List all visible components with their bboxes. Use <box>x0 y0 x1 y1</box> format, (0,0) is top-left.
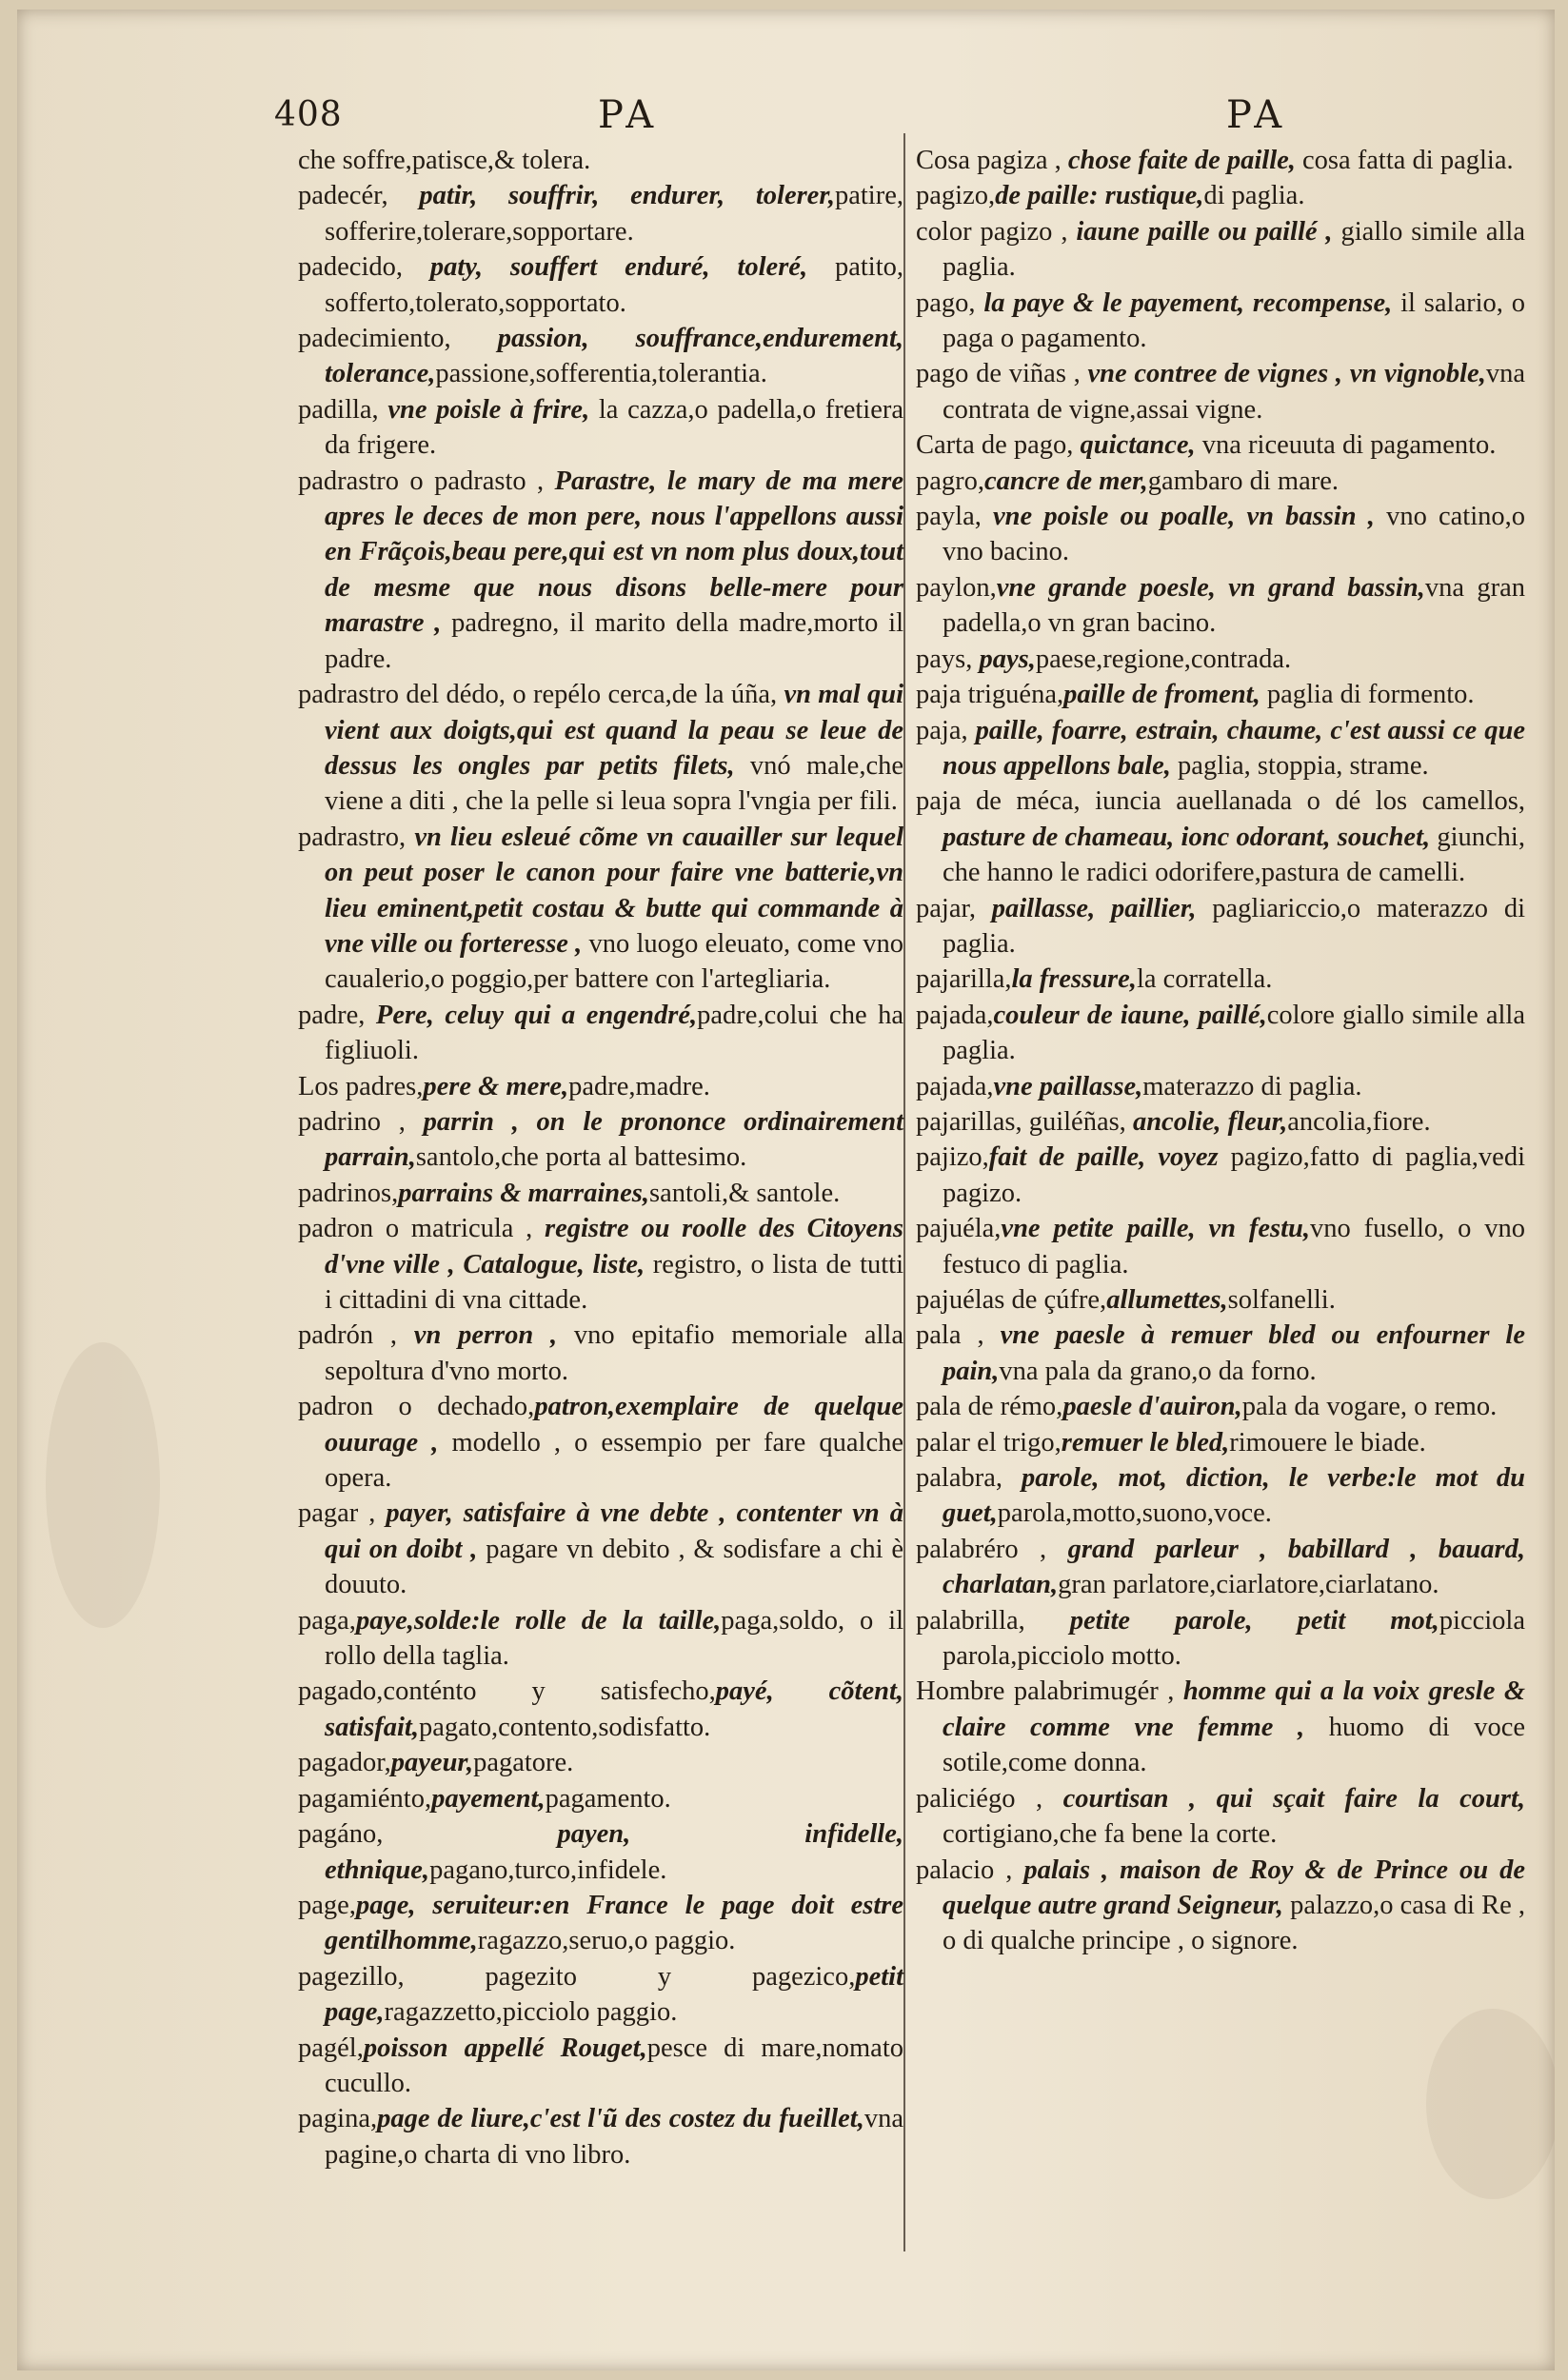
dictionary-entry <box>298 1496 903 1602</box>
headword: palabra, <box>916 1463 1022 1494</box>
italian-gloss: pagano,turco,infidele. <box>429 1854 667 1885</box>
french-gloss: palais , maison de Roy & de Prince ou de quelque autre grand Seigneur, <box>943 1854 1525 1920</box>
french-gloss: vne poisle ou poalle, vn bassin , <box>993 502 1375 532</box>
dictionary-entry <box>916 1425 1525 1460</box>
dictionary-entry <box>916 1069 1525 1104</box>
dictionary-entry <box>298 1781 903 1816</box>
french-gloss: vne poisle à frire, <box>387 394 590 425</box>
dictionary-entry <box>916 642 1525 677</box>
headword: pagro, <box>916 466 985 496</box>
italian-gloss: pagato,contento,sodisfatto. <box>418 1712 711 1742</box>
dictionary-entry <box>916 1460 1525 1532</box>
headword: paja, <box>916 715 976 745</box>
headword: pajarilla, <box>916 964 1012 995</box>
dictionary-entry <box>298 1674 903 1745</box>
dictionary-entry <box>298 1888 903 1959</box>
french-gloss: paille de froment, <box>1063 680 1260 710</box>
column-divider <box>903 133 905 2251</box>
headword: padron o matricula , <box>298 1214 545 1244</box>
french-gloss: la fressure, <box>1011 964 1137 995</box>
dictionary-entry <box>298 1104 903 1176</box>
french-gloss: paye,solde:le rolle de la taille, <box>355 1605 722 1636</box>
right-column <box>916 143 1525 1959</box>
italian-gloss: huomo di voce sotile,come donna. <box>943 1712 1525 1778</box>
headword: pagezillo, pagezito y pagezico, <box>298 1961 856 1992</box>
dictionary-page <box>17 10 1555 2370</box>
dictionary-entry <box>298 249 903 321</box>
french-gloss: pasture de chameau, ionc odorant, souchet, <box>943 822 1431 852</box>
italian-gloss: di paglia. <box>1203 181 1305 211</box>
dictionary-entry <box>298 1211 903 1318</box>
italian-gloss: padre,colui che ha figliuoli. <box>325 1000 903 1066</box>
italian-gloss: paglia di formento. <box>1260 680 1475 710</box>
italian-gloss: patire, sofferire,tolerare,sopportare. <box>325 181 903 247</box>
italian-gloss: pagizo,fatto di paglia,vedi pagizo. <box>943 1142 1525 1208</box>
headword: palacio , <box>916 1854 1024 1885</box>
french-gloss: petit page, <box>325 1961 903 2028</box>
headword: padecér, <box>298 181 420 211</box>
italian-gloss: il salario, o paga o pagamento. <box>943 288 1525 354</box>
italian-gloss: vno luogo eleuato, come vno caualerio,o poggio,per battere con l'artegliaria. <box>325 928 903 995</box>
italian-gloss: palazzo,o casa di Re , o di qualche principe , o signore. <box>943 1890 1525 1956</box>
headword: pago de viñas , <box>916 359 1088 389</box>
dictionary-entry <box>298 1603 903 1675</box>
headword: padron o dechado, <box>298 1392 535 1422</box>
headword: palabréro , <box>916 1534 1068 1564</box>
italian-gloss: cosa fatta di paglia. <box>1295 146 1514 175</box>
french-gloss: pere & mere, <box>423 1071 569 1101</box>
headword: Carta de pago, <box>916 430 1081 461</box>
italian-gloss: colore giallo simile alla paglia. <box>943 1000 1525 1066</box>
french-gloss: paty, souffert enduré, toleré, <box>429 252 808 283</box>
french-gloss: grand parleur , babillard , bauard, charlatan, <box>943 1534 1525 1600</box>
french-gloss: page, seruiteur:en France le page doit estre gentilhomme, <box>325 1890 903 1956</box>
headword: pala de rémo, <box>916 1392 1063 1422</box>
italian-gloss: giallo simile alla paglia. <box>943 216 1525 283</box>
italian-gloss: pagare vn debito , & sodisfare a chi è douuto. <box>325 1534 903 1600</box>
italian-gloss: registro, o lista de tutti i cittadini di vna cittade. <box>325 1249 903 1315</box>
dictionary-entry <box>916 962 1525 997</box>
french-gloss: iaune paille ou paillé , <box>1076 216 1333 247</box>
italian-gloss: ragazzo,seruo,o paggio. <box>477 1926 736 1956</box>
dictionary-entry <box>916 464 1525 499</box>
headword: padrinos, <box>298 1178 399 1208</box>
french-gloss: vn mal qui vient aux doigts,qui est quand la peau se leue de dessus les ongles par petits filets, <box>325 680 903 781</box>
headword: pagáno, <box>298 1819 558 1850</box>
dictionary-entry <box>916 1104 1525 1140</box>
headword: payla, <box>916 502 994 532</box>
headword: paga, <box>298 1605 356 1636</box>
italian-gloss: modello , o essempio per fare qualche opera. <box>325 1427 903 1494</box>
italian-gloss: vno epitafio memoriale alla sepoltura d'vno morto. <box>325 1320 903 1386</box>
french-gloss: courtisan , qui sçait faire la court, <box>1062 1783 1525 1814</box>
headword: pagél, <box>298 2033 364 2063</box>
dictionary-entry <box>916 1532 1525 1603</box>
dictionary-entry <box>916 499 1525 570</box>
italian-gloss: paglia, stoppia, strame. <box>1170 750 1429 781</box>
italian-gloss: pagliariccio,o materazzo di paglia. <box>943 893 1525 959</box>
italian-gloss: parola,motto,suono,voce. <box>997 1498 1272 1529</box>
headword: padrón , <box>298 1320 414 1351</box>
headword: pala , <box>916 1320 1001 1351</box>
italian-gloss: picciola parola,picciolo motto. <box>943 1605 1525 1672</box>
headword: paja triguéna, <box>916 680 1064 710</box>
headword: pajuélas de çúfre, <box>916 1285 1107 1315</box>
headword: pagador, <box>298 1748 391 1778</box>
french-gloss: patron,exemplaire de quelque ouurage , <box>325 1392 903 1458</box>
french-gloss: paille, foarre, estrain, chaume, c'est aussi ce que nous appellons bale, <box>943 715 1526 781</box>
italian-gloss: pesce di mare,nomato cucullo. <box>325 2033 904 2098</box>
dictionary-entry <box>298 1318 903 1389</box>
italian-gloss: che soffre,patisce,& tolera. <box>298 146 591 175</box>
italian-gloss: pagatore. <box>473 1748 574 1778</box>
headword: pagina, <box>298 2104 378 2134</box>
dictionary-entry <box>916 427 1525 463</box>
italian-gloss: rimouere le biade. <box>1229 1427 1426 1458</box>
headword: pajada, <box>916 1000 994 1030</box>
french-gloss: registre ou roolle des Citoyens d'vne ville , Catalogue, liste, <box>325 1214 903 1279</box>
french-gloss: homme qui a la voix gresle & claire comme vne femme , <box>943 1676 1525 1742</box>
french-gloss: vne grande poesle, vn grand bassin, <box>996 572 1425 603</box>
dictionary-entry <box>916 1318 1525 1389</box>
french-gloss: parrains & marraines, <box>398 1178 649 1208</box>
italian-gloss: vna riceuuta di pagamento. <box>1195 430 1497 461</box>
headword: pajuéla, <box>916 1214 1002 1244</box>
italian-gloss: vnó male,che viene a diti , che la pelle si leua sopra l'vngia per fili. <box>325 750 904 817</box>
dictionary-entry <box>916 356 1525 427</box>
headword: paja de méca, iuncia auellanada o dé los camellos, <box>916 786 1525 817</box>
dictionary-entry <box>916 783 1525 890</box>
french-gloss: allumettes, <box>1106 1285 1228 1315</box>
headword: pajada, <box>916 1071 994 1101</box>
italian-gloss: vno catino,o vno bacino. <box>943 502 1526 567</box>
headword: padrastro del dédo, o repélo cerca,de la úña, <box>298 680 784 710</box>
headword: pays, <box>916 644 980 674</box>
paper-stain <box>46 1342 160 1628</box>
headword: padecimiento, <box>298 324 498 354</box>
dictionary-entry <box>298 1176 903 1211</box>
italian-gloss: santolo,che porta al battesimo. <box>415 1142 747 1173</box>
headword: color pagizo , <box>916 216 1077 247</box>
headword: pagamiénto, <box>298 1783 432 1814</box>
dictionary-entry <box>298 143 903 178</box>
dictionary-entry <box>298 178 903 249</box>
french-gloss: payé, cõtent, satisfait, <box>325 1676 903 1742</box>
french-gloss: page de liure,c'est l'ũ des costez du fueillet, <box>377 2104 864 2134</box>
french-gloss: passion, souffrance,endurement, tolerance, <box>325 324 903 389</box>
headword: pajar, <box>916 893 992 923</box>
french-gloss: chose faite de paille, <box>1067 146 1296 175</box>
italian-gloss: vna gran padella,o vn gran bacino. <box>943 572 1525 639</box>
headword: padilla, <box>298 394 388 425</box>
italian-gloss: padre,madre. <box>568 1071 710 1101</box>
french-gloss: vne contree de vignes , vn vignoble, <box>1087 359 1486 389</box>
italian-gloss: pala da vogare, o remo. <box>1241 1392 1498 1422</box>
headword: paliciégo , <box>916 1783 1063 1814</box>
dictionary-entry <box>916 1211 1525 1282</box>
left-column <box>298 143 903 2172</box>
dictionary-entry <box>916 998 1525 1069</box>
headword: Cosa pagiza , <box>916 146 1068 175</box>
italian-gloss: ancolia,fiore. <box>1287 1106 1431 1137</box>
french-gloss: parole, mot, diction, le verbe:le mot du guet, <box>943 1463 1525 1529</box>
french-gloss: vn perron , <box>413 1320 558 1351</box>
dictionary-entry <box>916 1781 1525 1853</box>
headword: palar el trigo, <box>916 1427 1062 1458</box>
dictionary-entry <box>298 2101 903 2172</box>
dictionary-entry <box>916 1282 1525 1318</box>
dictionary-entry <box>298 998 903 1069</box>
french-gloss: vn lieu esleué cõme vn cauailler sur lequel on peut poser le canon pour faire vne batterie,vn lieu eminent,petit costau & butte qui commande à vne ville ou forteresse , <box>325 822 903 959</box>
dictionary-entry <box>298 2031 903 2102</box>
italian-gloss: la cazza,o padella,o fretiera da frigere. <box>325 394 904 461</box>
headword: padrastro, <box>298 822 415 852</box>
headword: pagizo, <box>916 181 996 211</box>
dictionary-entry <box>298 820 903 998</box>
italian-gloss: gambaro di mare. <box>1147 466 1339 496</box>
headword: padrino , <box>298 1106 424 1137</box>
french-gloss: payer, satisfaire à vne debte , contenter vn à qui on doibt , <box>325 1498 903 1564</box>
french-gloss: vne petite paille, vn festu, <box>1001 1214 1310 1244</box>
french-gloss: payen, infidelle, ethnique, <box>325 1819 903 1885</box>
headword: pagar , <box>298 1498 387 1529</box>
dictionary-entry <box>298 321 903 392</box>
french-gloss: paillasse, paillier, <box>991 893 1197 923</box>
dictionary-entry <box>916 143 1525 178</box>
french-gloss: ancolie, fleur, <box>1132 1106 1288 1137</box>
french-gloss: vne paesle à remuer bled ou enfourner le pain, <box>943 1320 1526 1386</box>
headword: padre, <box>298 1000 376 1030</box>
dictionary-entry <box>298 677 903 820</box>
italian-gloss: paga,soldo, o il rollo della taglia. <box>325 1605 903 1672</box>
headword: padrastro o padrasto , <box>298 466 555 496</box>
dictionary-entry <box>298 1959 903 2031</box>
dictionary-entry <box>298 1745 903 1780</box>
dictionary-entry <box>916 1603 1525 1675</box>
french-gloss: parrin , on le prononce ordinairement parrain, <box>325 1106 903 1173</box>
headword: Hombre palabrimugér , <box>916 1676 1183 1707</box>
headword: palabrilla, <box>916 1605 1070 1636</box>
italian-gloss: passione,sofferentia,tolerantia. <box>435 359 767 389</box>
french-gloss: paesle d'auiron, <box>1062 1392 1242 1422</box>
dictionary-entry <box>916 677 1525 712</box>
french-gloss: poisson appellé Rouget, <box>363 2033 647 2063</box>
french-gloss: la paye & le payement, recompense, <box>983 288 1393 318</box>
headword: Los padres, <box>298 1071 424 1101</box>
dictionary-entry <box>916 178 1525 213</box>
left-running-head: PA <box>598 93 660 137</box>
italian-gloss: vna pagine,o charta di vno libro. <box>325 2104 903 2170</box>
dictionary-entry <box>298 1389 903 1496</box>
italian-gloss: vna contrata de vigne,assai vigne. <box>943 359 1525 425</box>
dictionary-entry <box>916 1140 1525 1211</box>
dictionary-entry <box>298 1069 903 1104</box>
headword: pago, <box>916 288 984 318</box>
italian-gloss: solfanelli. <box>1227 1285 1336 1315</box>
italian-gloss: santoli,& santole. <box>648 1178 841 1208</box>
italian-gloss: padregno, il marito della madre,morto il padre. <box>325 608 904 674</box>
french-gloss: remuer le bled, <box>1061 1427 1230 1458</box>
dictionary-entry <box>298 464 903 677</box>
french-gloss: payement, <box>431 1783 546 1814</box>
dictionary-entry <box>916 1674 1525 1780</box>
french-gloss: petite parole, petit mot, <box>1069 1605 1439 1636</box>
french-gloss: Parastre, le mary de ma mere apres le deces de mon pere, nous l'appellons aussi en Frãçois,beau pere,qui est vn nom plus doux,tout de mesme que nous disons belle-mere pour marastre , <box>325 466 903 639</box>
italian-gloss: giunchi, che hanno le radici odorifere,pastura de camelli. <box>943 822 1525 888</box>
french-gloss: Pere, celuy qui a engendré, <box>375 1000 698 1030</box>
dictionary-entry <box>916 1389 1525 1424</box>
dictionary-entry <box>916 891 1525 962</box>
french-gloss: couleur de iaune, paillé, <box>993 1000 1267 1030</box>
french-gloss: patir, souffrir, endurer, tolerer, <box>419 181 835 211</box>
headword: paylon, <box>916 572 997 603</box>
dictionary-entry <box>916 713 1525 784</box>
headword: page, <box>298 1890 356 1920</box>
headword: pagado,conténto y satisfecho, <box>298 1676 716 1707</box>
italian-gloss: vno fusello, o vno festuco di paglia. <box>943 1214 1525 1279</box>
italian-gloss: vna pala da grano,o da forno. <box>999 1356 1317 1386</box>
dictionary-entry <box>916 286 1525 357</box>
italian-gloss: la corratella. <box>1136 964 1273 995</box>
italian-gloss: cortigiano,che fa bene la corte. <box>943 1819 1278 1850</box>
italian-gloss: ragazzetto,picciolo paggio. <box>384 1997 678 2028</box>
italian-gloss: paese,regione,contrada. <box>1035 644 1292 674</box>
french-gloss: vne paillasse, <box>993 1071 1143 1101</box>
french-gloss: fait de paille, voyez <box>988 1142 1219 1173</box>
french-gloss: cancre de mer, <box>984 466 1148 496</box>
dictionary-entry <box>298 392 903 464</box>
french-gloss: quictance, <box>1080 430 1196 461</box>
italian-gloss: materazzo di paglia. <box>1142 1071 1362 1101</box>
right-running-head: PA <box>1226 93 1288 137</box>
french-gloss: de paille: rustique, <box>995 181 1204 211</box>
paper-stain <box>1426 2009 1555 2199</box>
french-gloss: payeur, <box>390 1748 474 1778</box>
italian-gloss: pagamento. <box>545 1783 671 1814</box>
headword: padecido, <box>298 252 430 283</box>
dictionary-entry <box>916 1853 1525 1959</box>
page-number: 408 <box>274 95 343 134</box>
dictionary-entry <box>916 570 1525 642</box>
italian-gloss: patito, sofferto,tolerato,sopportato. <box>325 252 903 318</box>
dictionary-entry <box>298 1816 903 1888</box>
italian-gloss: gran parlatore,ciarlatore,ciarlatano. <box>1058 1570 1439 1600</box>
french-gloss: pays, <box>979 644 1036 674</box>
headword: pajarillas, guiléñas, <box>916 1106 1133 1137</box>
dictionary-entry <box>916 214 1525 286</box>
headword: pajizo, <box>916 1142 989 1173</box>
